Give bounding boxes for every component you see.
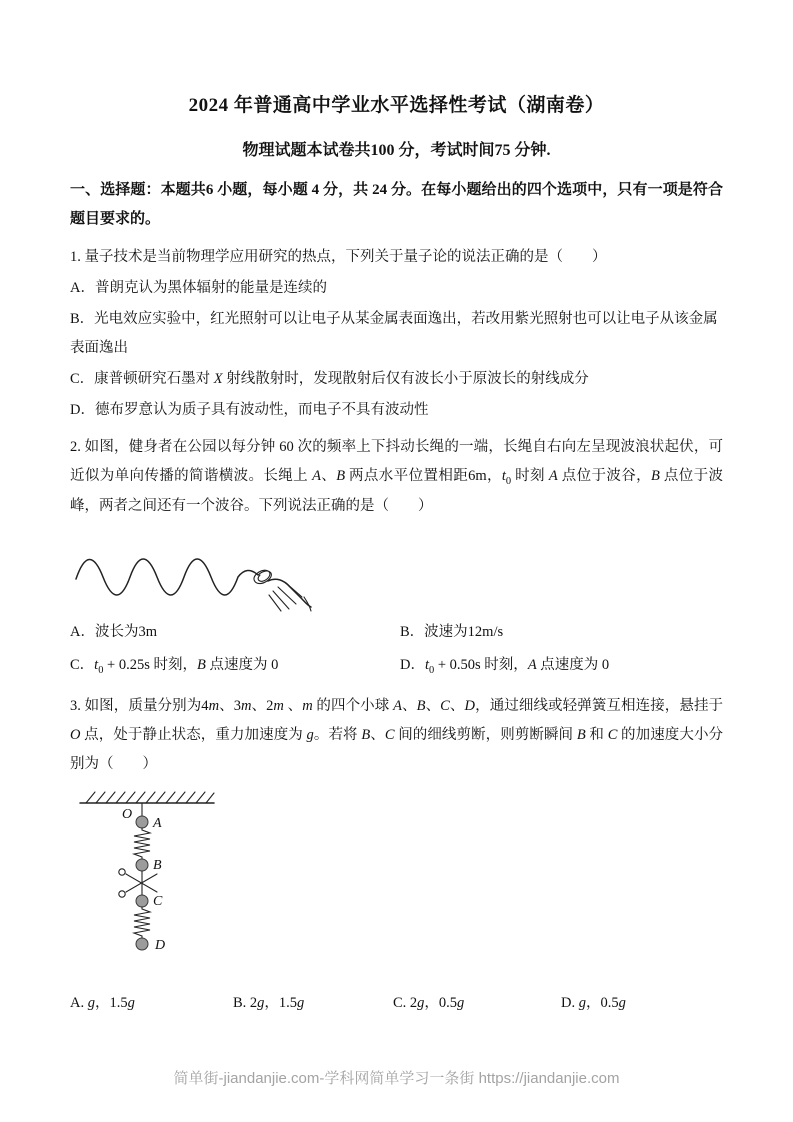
q2-option-c: C．$t_0 + 0.25s$ 时刻，B 点速度为 0 [70, 657, 279, 677]
label-O: O [122, 807, 133, 823]
q2-stem: 2. 如图，健身者在公园以每分钟 60 次的频率上下抖动长绳的一端，长绳自右向左呈现波浪状起伏，可近似为单向传播的简谐横波。长绳上 A、B 两点水平位置相距6m，$t_0$ 时刻 A 点位于波谷，B 点位于波峰，两者之间还有一个波谷。下列说法正确的是（ ） [70, 438, 724, 515]
ball-a [136, 816, 148, 828]
question-3 [70, 692, 723, 1020]
q1-stem: 1. 量子技术是当前物理学应用研究的热点，下列关于量子论的说法正确的是（ ） [70, 248, 607, 265]
q1-option-c: C．康普顿研究石墨对 X 射线散射时，发现散射后仅有波长小于原波长的射线成分 [70, 370, 589, 387]
q3-option-d: D. g，0.5g [561, 995, 626, 1012]
label-D: D [155, 938, 166, 954]
q2-wave-figure [72, 527, 723, 612]
wave-curve [76, 559, 258, 595]
q3-option-a: A. g，1.5g [70, 995, 135, 1012]
q2-option-b: B．波速为12m/s [400, 624, 504, 641]
ball-d [136, 938, 148, 950]
spring-a-b [134, 828, 150, 859]
grip-scribble [254, 570, 271, 583]
hanging-balls-drawing [72, 785, 222, 975]
wave-hand-drawing [72, 527, 322, 612]
q1-option-a: A．普朗克认为黑体辐射的能量是连续的 [70, 279, 327, 296]
label-A: A [153, 816, 162, 832]
ceiling-hatch [86, 792, 214, 803]
ball-c [136, 895, 148, 907]
label-B: B [153, 858, 162, 874]
section-header: 一、选择题：本题共6 小题，每小题 4 分，共 24 分。在每小题给出的四个选项中，只有一项是符合题目要求的。 [70, 182, 723, 228]
page-title: 2024 年普通高中学业水平选择性考试（湖南卷） [188, 95, 605, 116]
q2-option-a: A．波长为3m [70, 624, 157, 641]
page-subtitle: 物理试题本试卷共100 分，考试时间75 分钟. [242, 142, 551, 159]
q3-options [70, 987, 723, 1020]
spring-c-d [134, 907, 150, 938]
question-2 [70, 433, 723, 685]
q2-option-d: D．$t_0 + 0.50s$ 时刻，A 点速度为 0 [400, 657, 610, 677]
label-C: C [153, 894, 163, 910]
question-1 [70, 243, 723, 425]
q2-options [70, 616, 723, 684]
q1-option-d: D．德布罗意认为质子具有波动性，而电子不具有波动性 [70, 401, 429, 418]
q3-option-c: C. 2g，0.5g [393, 995, 465, 1012]
q1-option-b: B．光电效应实验中，红光照射可以让电子从某金属表面逸出，若改用紫光照射也可以让电子从该金属表面逸出 [70, 310, 718, 356]
site-footer: 简单街-jiandanjie.com-学科网简单学习一条街 https://jiandanjie.com [173, 1070, 620, 1087]
hand-fingers [269, 583, 302, 611]
scissors-icon [119, 869, 157, 897]
ball-b [136, 859, 148, 871]
q3-stem: 3. 如图，质量分别为4m、3m、2m 、m 的四个小球 A、B、C、D，通过细线或轻弹簧互相连接，悬挂于 O 点，处于静止状态，重力加速度为 g。若将 B、C 间的细线剪断，则剪断瞬间 B 和 C 的加速度大小分别为（ ） [70, 698, 724, 773]
q3-option-b: B. 2g，1.5g [233, 995, 305, 1012]
q3-balls-figure [72, 785, 723, 975]
